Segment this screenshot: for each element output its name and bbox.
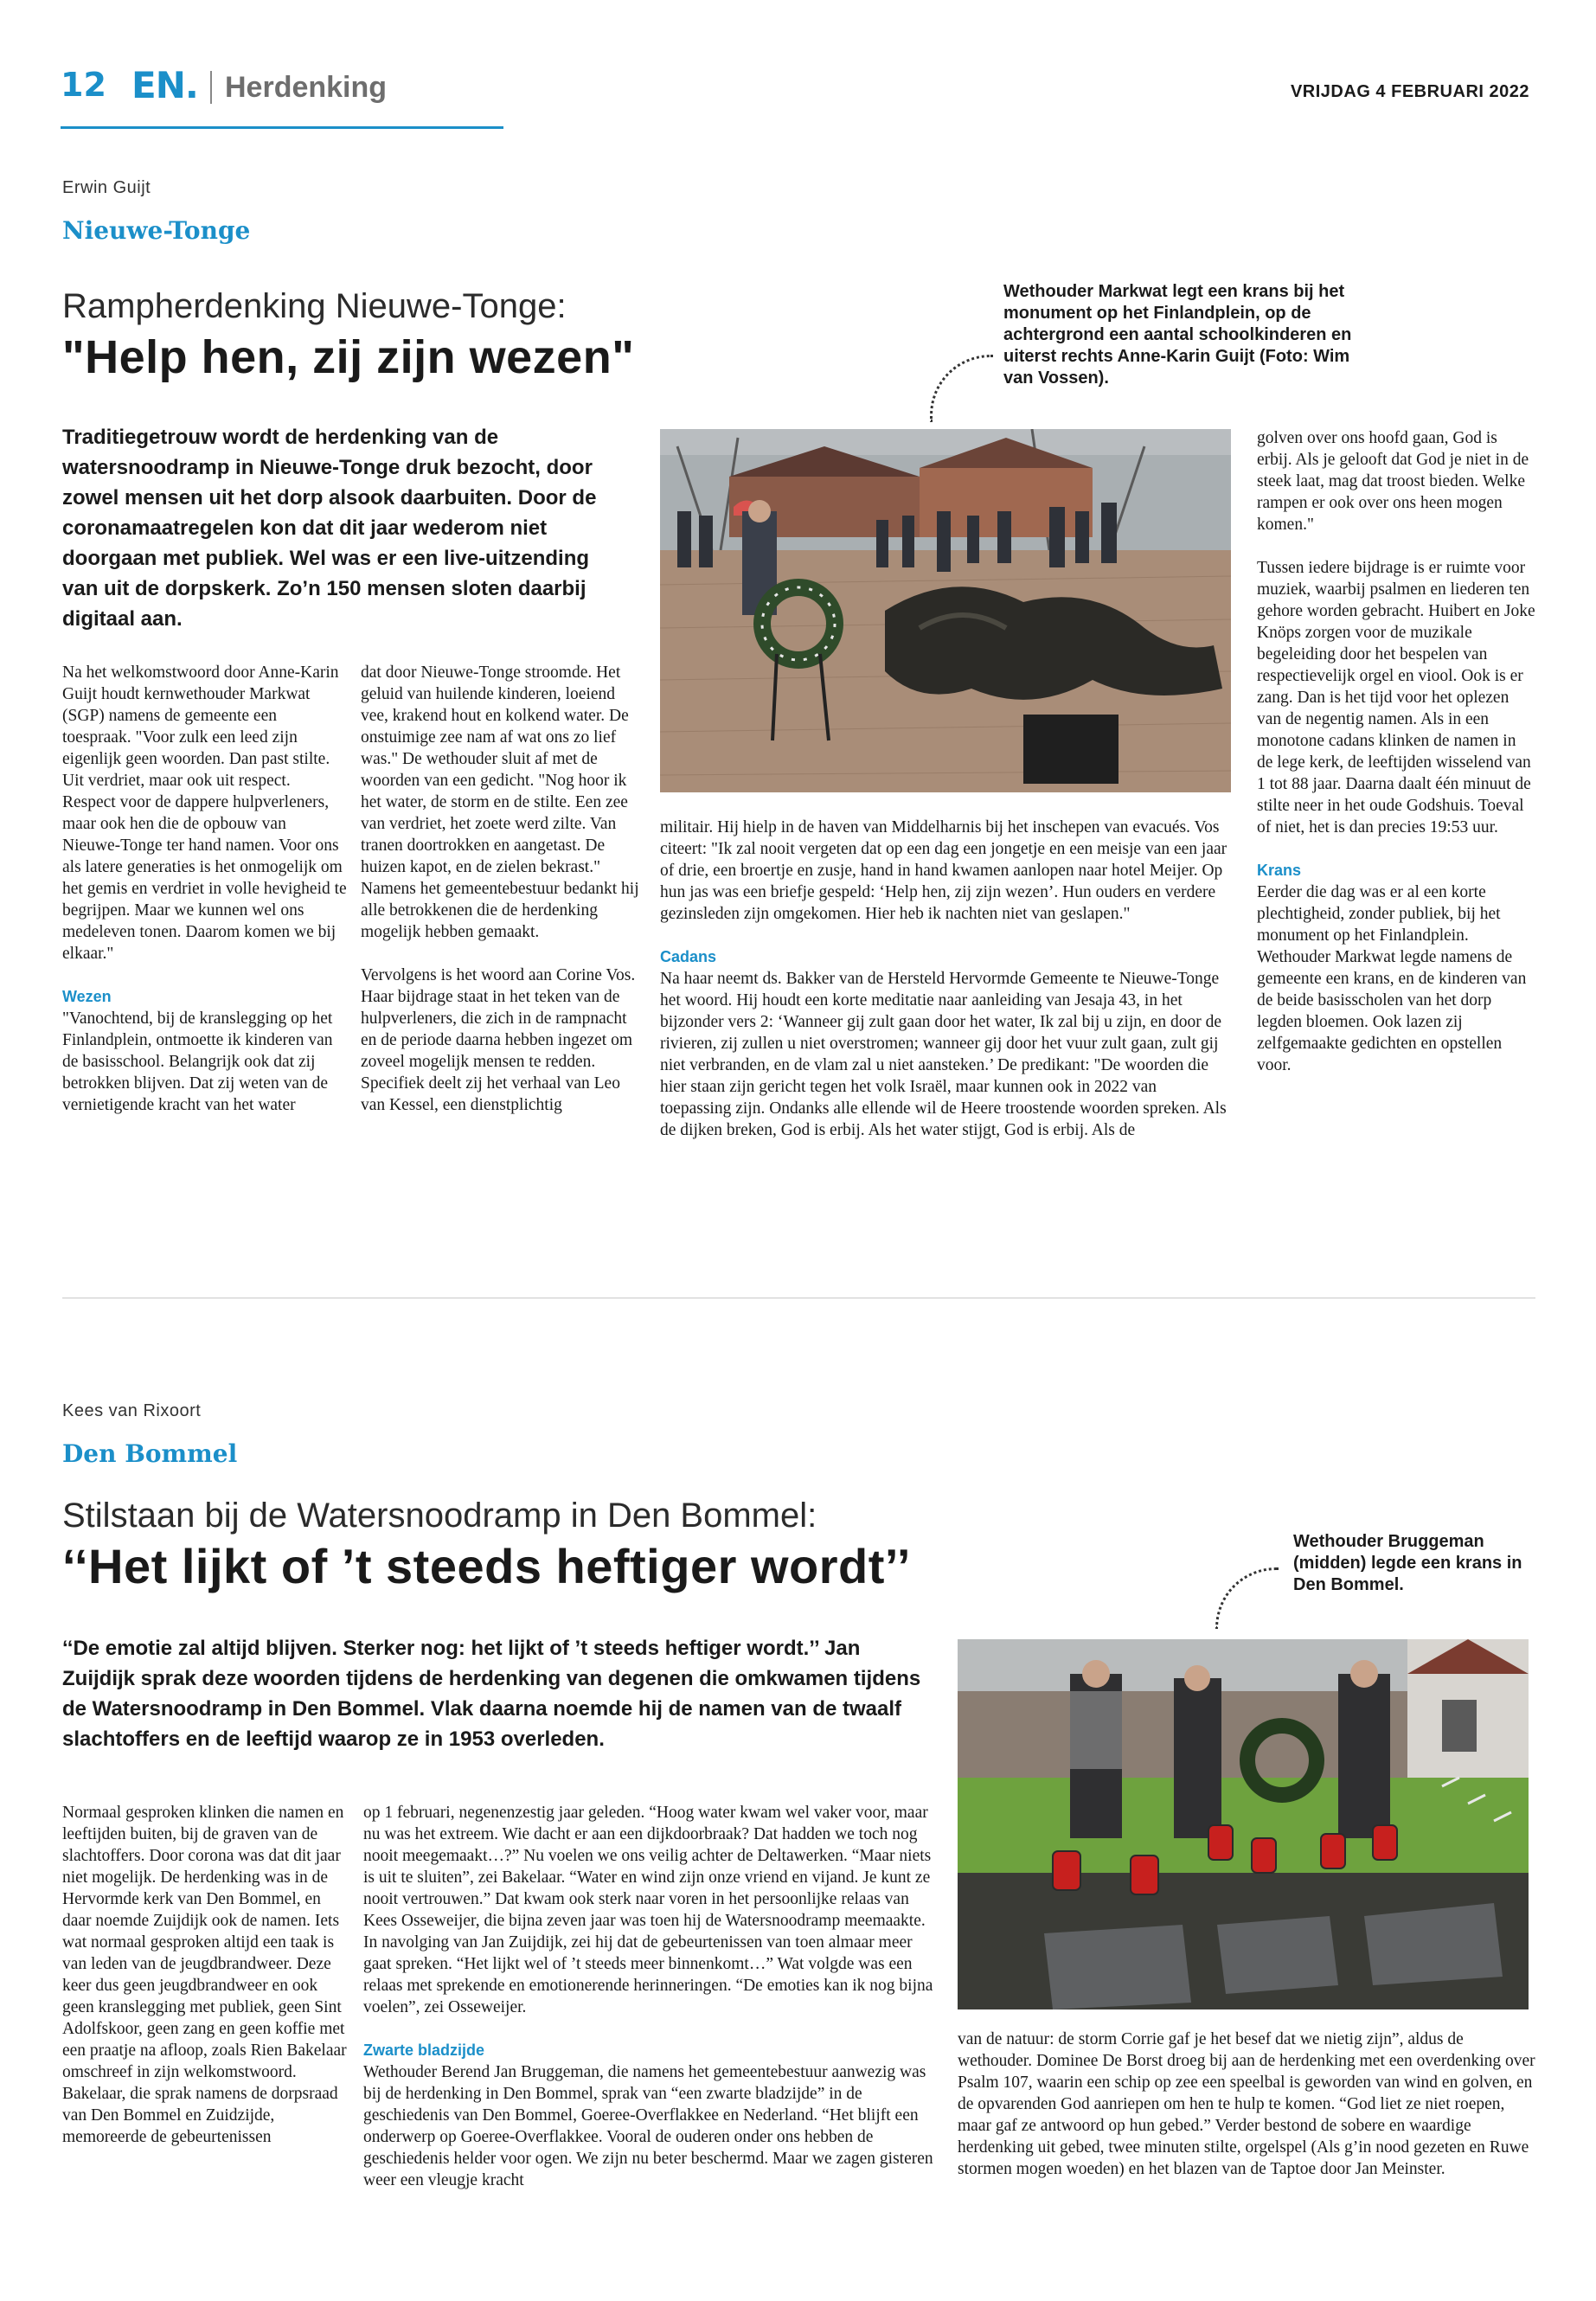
article1-col1-paragraph: Na het welkomstwoord door Anne-Karin Guijt houdt kernwethouder Markwat (SGP) namens de gemeente een toespraak. "Voor zulk een leed zijn eigenlijk geen woorden. Dan past stilte. Uit verdriet, maar ook uit respect. Respect voor de dappere hulpverleners, maar ook hen die de opbouw van Nieuwe-Tonge ter hand namen. Voor ons als latere generaties is het onmogelijk om het gemis en verdriet in volle hevigheid te begrijpen. Maar we kunnen wel ons medeleven tonen. Daarom komen we bij elkaar.": [62, 663, 347, 963]
article1-subhead-krans: Krans: [1257, 862, 1302, 879]
article1-col3-paragraph: militair. Hij hielp in de haven van Middelharnis bij het inschepen van evacués. Vos citeert: "Ik zal nooit vergeten dat op een dag een jongetje en een meisje van een jaar of drie, een broertje en zusje, hand in hand kwamen aanlopen naar hotel Meijer. Op hun jas was een briefje gespeld: ‘Help hen, zij zijn wezen’. Hun ouders en verdere gezinsleden zijn omgekomen. Hier heb ik nachten niet van geslapen.": [660, 818, 1227, 923]
caption-pointer-line-2: [1215, 1567, 1279, 1629]
cemetery-photo-illustration: [958, 1639, 1529, 2009]
article1-photo-caption: Wethouder Markwat legt een krans bij het monument op het Finlandplein, op de achtergrond een aantal schoolkinderen en uiterst rechts Anne-Karin Guijt (Foto: Wim van Vossen).: [1003, 282, 1352, 388]
article1-col4-paragraph: golven over ons hoofd gaan, God is erbij. Als je gelooft dat God je niet in de steek laat, mag dat troost bieden. Welke rampen er ook over ons heen mogen komen.": [1257, 429, 1529, 534]
article2-subhead-zwarte-bladzijde: Zwarte bladzijde: [363, 2041, 485, 2059]
caption-pointer-line: [930, 355, 993, 422]
article2-col3-paragraph: van de natuur: de storm Corrie gaf je het besef dat we nietig zijn”, aldus de wethouder. Dominee De Borst droeg bij aan de herdenking met een overdenking over Psalm 107, waarin een schip op zee een speelbal is geworden van wind en golven, en de opvarenden God aanriepen om hen te hulp te komen. “God liet ze niet roepen, maar gaf ze antwoord op hun gebed.” Verder bestond de sobere en waardige herdenking uit gebed, twee minuten stilte, orgelspel (Als g’in nood gezeten en Ruwe stormen mogen woeden) en het blazen van de Taptoe door Jan Meinster.: [958, 2030, 1535, 2178]
article2-byline: Kees van Rixoort: [62, 1401, 202, 1420]
article1-column-4: [1257, 427, 1535, 1098]
photo-wreath-laying-finlandplein: [660, 429, 1231, 792]
article2-headline: ‘‘Het lijkt of ’t steeds heftiger wordt’’: [62, 1539, 911, 1593]
article1-subhead-wezen: Wezen: [62, 988, 112, 1005]
article2-photo-caption: Wethouder Bruggeman (midden) legde een krans in Den Bommel.: [1293, 1532, 1522, 1594]
article2-col2-paragraph: op 1 februari, negenenzestig jaar geleden. “Hoog water kwam wel vaker voor, maar nu was het extreem. Wie dacht er aan een dijkdoorbraak? Dat hadden we toch nog nooit meegemaakt…?” Nu voelen we ons veilig achter de Deltawerken. “Maar niets is uit te sluiten”, zei Bakelaar. “Water en wind zijn onze vriend en vijand. Je kunt ze nooit vertrouwen.” Dat kwam ook sterk naar voren in het persoonlijke relaas van Kees Osseweijer, die bijna zeven jaar was toen hij de Watersnoodramp meemaakte. In navolging van Jan Zuijdijk, zei hij dat de gebeurtenissen van toen almaar meer gaat spreken. “Het lijkt wel of ’t steeds meer binnenkomt…” Wat volgde was een relaas met sprekende en emotionerende herinneringen. “De emoties kan ik nog bijna voelen”, zei Osseweijer.: [363, 1804, 933, 2016]
article1-column-3: [660, 817, 1231, 1163]
photo-wreath-den-bommel: [958, 1639, 1529, 2009]
article2-lead: ‘‘De emotie zal altijd blijven. Sterker nog: het lijkt of ’t steeds heftiger wordt.’’ Jan Zuijdijk sprak deze woorden tijdens de herdenking van degenen die omkwamen tijdens de Watersnoodramp in Den Bommel. Vlak daarna noemde hij de namen van de twaalf slachtoffers en de leeftijd waarop ze in 1953 overleden.: [62, 1637, 921, 1751]
article1-column-1: [62, 662, 348, 1138]
article1-col4-paragraph-3: Eerder die dag was er al een korte plechtigheid, zonder publiek, bij het monument op het Finlandplein. Wethouder Markwat legde namens de gemeente een krans, en de kinderen van de beide basisscholen van het dorp legden bloemen. Ook lazen zij zelfgemaakte gedichten en opstellen voor.: [1257, 883, 1527, 1074]
article1-lead: Traditiegetrouw wordt de herdenking van de watersnoodramp in Nieuwe-Tonge druk bezocht, door zowel mensen uit het dorp alsook daarbuiten. Door de coronamaatregelen kon dat dit jaar wederom niet doorgaan met publiek. Wel was er een live-uitzending van uit de dorpskerk. Zo’n 150 mensen sloten daarbij digitaal aan.: [62, 426, 597, 631]
article1-kicker: Rampherdenking Nieuwe-Tonge:: [62, 287, 567, 325]
page-number: 12: [61, 66, 106, 104]
article2-place: Den Bommel: [62, 1439, 238, 1468]
header-rule: [61, 126, 503, 129]
issue-date: VRIJDAG 4 FEBRUARI 2022: [1290, 82, 1529, 101]
article2-column-2: [363, 1802, 934, 2213]
article1-col3-paragraph-2: Na haar neemt ds. Bakker van de Hersteld Hervormde Gemeente te Nieuwe-Tonge het woord. Hij houdt een korte meditatie naar aanleiding van Jesaja 43, in het bijzonder vers 2: ‘Wanneer gij zult gaan door het water, Ik zal bij u zijn, en door de rivieren, zij zullen u niet overstromen; wanneer gij door het vuur zult gaan, zult gij niet verbranden, en de vlam zal u niet aansteken.’ De predikant: "De woorden die hier staan zijn gericht tegen het volk Israël, maar kunnen ook in 2022 van toepassing zijn. Ondanks alle ellende wil de Heere troostende woorden spreken. Als de dijken breken, God is erbij. Als het water stijgt, God is erbij. Als de: [660, 970, 1227, 1139]
monument-photo-illustration: [660, 429, 1231, 792]
article1-col2-paragraph: dat door Nieuwe-Tonge stroomde. Het geluid van huilende kinderen, loeiend vee, krakend hout en kolkend water. De onstuimige zee nam af wat ons zo lief was." De wethouder sluit af met de woorden van een gedicht. "Nog hoor ik het water, de storm en de stilte. Een zee van verdriet, het zoete werd zilte. Van tranen doortrokken en aangetast. De huizen kapot, en de zielen bekrast." Namens het gemeentebestuur bedankt hij alle betrokkenen die de herdenking mogelijk hebben gemaakt.: [361, 663, 639, 941]
article1-byline: Erwin Guijt: [62, 178, 151, 197]
article1-place: Nieuwe-Tonge: [62, 216, 251, 245]
section-label: Herdenking: [225, 71, 388, 104]
article2-col1-paragraph: Normaal gesproken klinken die namen en leeftijden buiten, bij de graven van de slachtoffers. Door corona was dat dit jaar niet mogelijk. De herdenking was in de Hervormde kerk van Den Bommel, en daar noemde Zuijdijk ook de namen. Iets wat normaal gesproken altijd een taak is van leden van de jeugdbrandweer. Deze keer dus geen jeugdbrandweer en ook geen kranslegging met publiek, geen Sint Adolfskoor, geen zang en geen koffie met een praatje na afloop, zoals Rien Bakelaar omschreef in zijn welkomstwoord. Bakelaar, die sprak namens de dorpsraad van Den Bommel en Zuidzijde, memoreerde de gebeurtenissen: [62, 1804, 347, 2146]
article1-col2-paragraph-2: Vervolgens is het woord aan Corine Vos. Haar bijdrage staat in het teken van de hulpverleners, die zich in de rampnacht en de periode daarna hebben ingezet om zoveel mogelijk mensen te redden. Specifiek deelt zij het verhaal van Leo van Kessel, een dienstplichtig: [361, 966, 636, 1114]
article2-kicker: Stilstaan bij de Watersnoodramp in Den Bommel:: [62, 1497, 817, 1535]
article1-subhead-cadans: Cadans: [660, 948, 717, 965]
header-divider: [210, 71, 212, 104]
en-logo: EN.: [131, 64, 198, 106]
article1-col4-paragraph-2: Tussen iedere bijdrage is er ruimte voor muziek, waarbij psalmen en liederen ten gehore worden gebracht. Huibert en Joke Knöps zorgen voor de muzikale begeleiding door het bespelen van respectievelijk orgel en viool. Ook is er zang. Dan is het tijd voor het oplezen van de negentig namen. Als in een monotone cadans klinken de namen in de lege kerk, de leeftijden wisselend van 1 tot 88 jaar. Daarna daalt één minuut de stilte neer in het oude Godshuis. Toeval of niet, het is dan precies 19:53 uur.: [1257, 559, 1535, 836]
article1-col1-paragraph-2: "Vanochtend, bij de kranslegging op het Finlandplein, ontmoette ik kinderen van de basisschool. Belangrijk ook dat zij betrokken blijven. Dat zij weten van de vernietigende kracht van het water: [62, 1009, 333, 1114]
article1-headline: "Help hen, zij zijn wezen": [62, 331, 635, 383]
article2-column-3: [958, 2029, 1535, 2202]
article2-column-1: [62, 1802, 352, 2170]
article2-col2-paragraph-2: Wethouder Berend Jan Bruggeman, die namens het gemeentebestuur aanwezig was bij de herdenking in Den Bommel, sprak van “een zwarte bladzijde” in de geschiedenis van Den Bommel, Goeree-Overflakkee en Nederland. “Het blijft een onderwerp op Goeree-Overflakkee. Vooral de ouderen onder ons hebben de geschiedenis helder voor ogen. We zijn nu beter beschermd. Maar we zagen gisteren weer een vleugje kracht: [363, 2063, 933, 2189]
article1-column-2: [361, 662, 646, 1138]
